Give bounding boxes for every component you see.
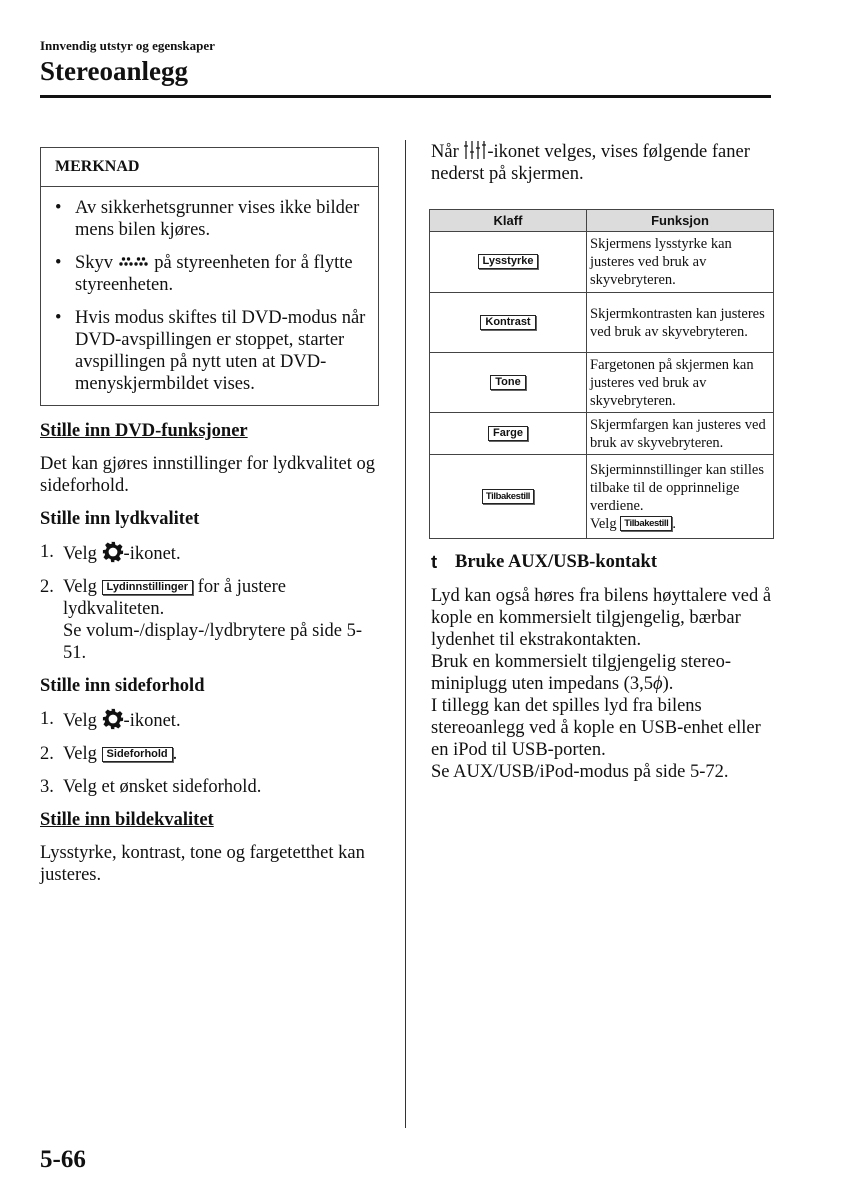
step-text — [63, 541, 181, 565]
note-box — [40, 147, 379, 406]
section-heading-text: Bruke AUX/USB-kontakt — [455, 552, 658, 572]
step — [40, 743, 380, 765]
aux-paragraph-post: ). — [662, 674, 674, 694]
tabs-intro-post: -ikonet velges, vises følgende faner nederst på skjermen. — [431, 142, 750, 184]
table-cell-tab — [430, 413, 587, 455]
bullet-icon — [55, 307, 75, 395]
right-column — [431, 140, 776, 783]
header-rule — [40, 95, 771, 98]
step-reference: Se volum-/display-/lydbrytere på side 5-51. — [63, 621, 363, 663]
reset-instruction-post: . — [672, 515, 676, 532]
page-title: Stereoanlegg — [40, 56, 188, 86]
aspect-ratio-button[interactable]: Sideforhold — [102, 747, 173, 762]
tab-tone[interactable]: Tone — [490, 375, 525, 390]
step-text — [63, 743, 177, 765]
aux-text — [431, 585, 776, 783]
note-item — [55, 307, 366, 395]
step-text-pre: Velg — [63, 711, 97, 731]
step-text-post: -ikonet. — [123, 711, 181, 731]
step-text — [63, 708, 181, 732]
dvd-intro: Det kan gjøres innstillinger for lydkvalitet og sideforhold. — [40, 454, 375, 496]
step-number: 1. — [40, 542, 54, 562]
bullet-icon — [55, 197, 75, 241]
table-row — [430, 455, 774, 539]
table-cell-function: Skjermfargen kan justeres ved bruk av skyvebryteren. — [587, 413, 774, 455]
subheading-sound: Stille inn lydkvalitet — [40, 509, 200, 529]
step — [40, 776, 380, 798]
table-row — [430, 413, 774, 455]
step-number: 2. — [40, 577, 54, 597]
step-number: 3. — [40, 777, 54, 797]
step-text-post: for å justere lydkvaliteten. — [63, 577, 287, 619]
table-row — [430, 353, 774, 413]
note-item — [55, 252, 366, 296]
table-header-tab: Klaff — [430, 210, 587, 232]
note-item-text-pre: Skyv — [75, 253, 114, 273]
note-item-text-post: på styreenheten for å flytte styreenheten. — [75, 253, 353, 295]
note-item — [55, 197, 366, 241]
note-body — [41, 187, 378, 405]
table-cell-function: Skjermkontrasten kan justeres ved bruk av skyvebryteren. — [587, 293, 774, 353]
aux-paragraph: I tillegg kan det spilles lyd fra bilens stereoanlegg ved å kople en USB-enhet eller en iPod til USB-porten. — [431, 696, 761, 760]
table-cell-function — [587, 455, 774, 539]
table-cell-function: Fargetonen på skjermen kan justeres ved bruk av skyvebryteren. — [587, 353, 774, 413]
section-heading-aux — [431, 551, 776, 573]
function-table — [429, 209, 774, 539]
step — [40, 576, 380, 664]
bullet-icon — [55, 252, 75, 296]
aux-paragraph: Lyd kan også høres fra bilens høyttalere ved å kople en kommersielt tilgjengelig, bærbar lydenhet til ekstrakontakten. — [431, 586, 772, 650]
tabs-intro — [431, 140, 776, 185]
tab-color[interactable]: Farge — [488, 426, 528, 441]
picture-text: Lysstyrke, kontrast, tone og fargetetthet kan justeres. — [40, 843, 365, 885]
step-text — [63, 576, 380, 664]
table-header-function: Funksjon — [587, 210, 774, 232]
sound-settings-button[interactable]: Lydinnstillinger — [102, 580, 194, 595]
reset-instruction-pre: Velg — [590, 515, 617, 532]
step-text-pre: Velg — [63, 544, 97, 564]
table-cell-function-text: Skjerminnstillinger kan stilles tilbake til de opprinnelige verdiene. — [590, 461, 764, 514]
diameter-symbol: ϕ — [652, 674, 663, 694]
step-text-post: . — [172, 744, 178, 764]
note-heading: MERKNAD — [41, 148, 378, 187]
table-header-row — [430, 210, 774, 232]
tab-brightness[interactable]: Lysstyrke — [478, 254, 539, 269]
section-heading-picture: Stille inn bildekvalitet — [40, 810, 214, 830]
aux-paragraph — [431, 651, 776, 695]
page-number: 5-66 — [40, 1146, 86, 1173]
step-number: 1. — [40, 709, 54, 729]
step-number: 2. — [40, 744, 54, 764]
table-row — [430, 232, 774, 293]
table-row — [430, 293, 774, 353]
step-text-pre: Velg — [63, 744, 97, 764]
note-item-text — [75, 252, 366, 296]
tabs-intro-pre: Når — [431, 142, 459, 162]
note-item-text: Av sikkerhetsgrunner vises ikke bilder mens bilen kjøres. — [75, 198, 360, 240]
gear-icon — [102, 708, 124, 730]
step-text-pre: Velg — [63, 577, 97, 597]
subheading-aspect: Stille inn sideforhold — [40, 676, 205, 696]
table-cell-tab — [430, 293, 587, 353]
table-cell-tab — [430, 232, 587, 293]
reset-button[interactable]: Tilbakestill — [620, 516, 672, 531]
aux-reference: Se AUX/USB/iPod-modus på side 5-72. — [431, 762, 729, 782]
tab-reset[interactable]: Tilbakestill — [482, 489, 534, 504]
step — [40, 541, 380, 565]
step — [40, 708, 380, 732]
step-text: Velg et ønsket sideforhold. — [63, 777, 262, 797]
table-cell-tab — [430, 353, 587, 413]
gear-icon — [102, 541, 124, 563]
aux-paragraph-pre: Bruk en kommersielt tilgjengelig stereo-miniplugg uten impedans (3,5 — [431, 652, 732, 694]
step-text-post: -ikonet. — [123, 544, 181, 564]
table-cell-function: Skjermens lysstyrke kan justeres ved bruk av skyvebryteren. — [587, 232, 774, 293]
section-marker: t — [431, 551, 438, 572]
section-heading-dvd: Stille inn DVD-funksjoner — [40, 421, 248, 441]
note-item-text: Hvis modus skiftes til DVD-modus når DVD-avspillingen er stoppet, starter avspillingen på nytt uten at DVD-menyskjermbildet vises. — [75, 308, 366, 394]
breadcrumb: Innvendig utstyr og egenskaper — [40, 38, 215, 53]
equalizer-icon — [463, 140, 487, 160]
tab-contrast[interactable]: Kontrast — [480, 315, 535, 330]
table-cell-tab — [430, 455, 587, 539]
left-column — [40, 147, 380, 897]
column-divider — [405, 140, 406, 1128]
slide-arrows-icon — [118, 255, 150, 267]
